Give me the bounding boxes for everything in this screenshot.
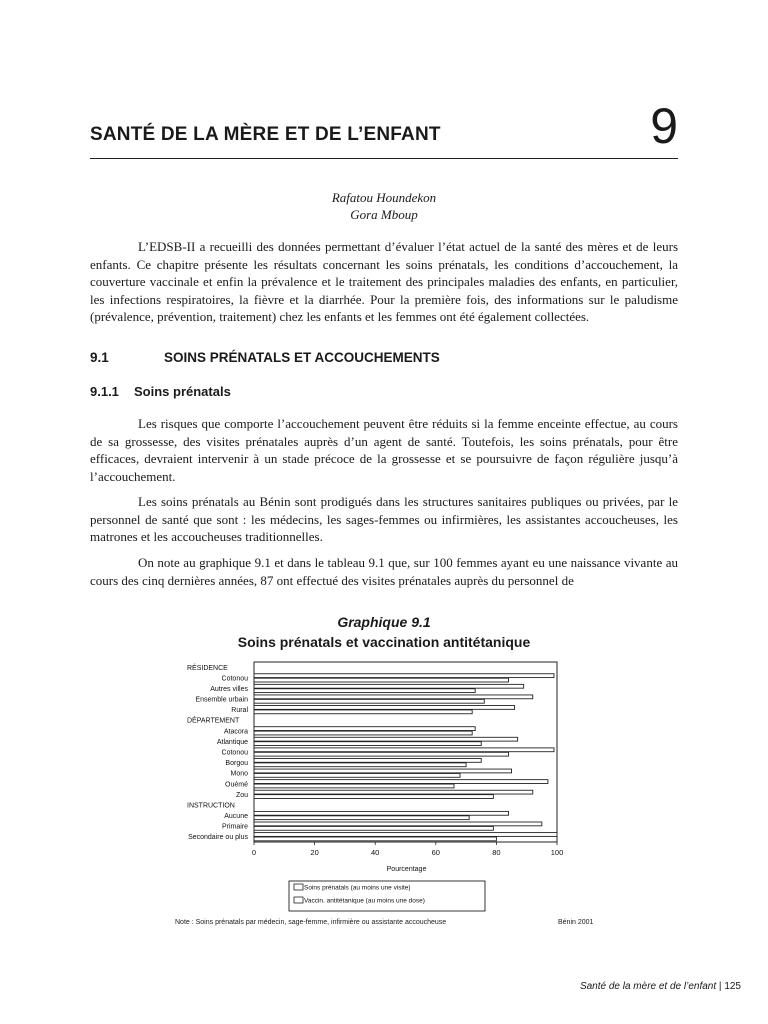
category-label: Ouémé: [225, 781, 248, 789]
bar-soins-prenatals: [254, 706, 515, 710]
bar-vaccin-antitetanique: [254, 795, 493, 799]
x-tick-label: 20: [310, 848, 319, 857]
category-label: Rural: [231, 707, 248, 715]
legend-swatch: [294, 897, 303, 903]
bar-soins-prenatals: [254, 674, 554, 678]
bar-soins-prenatals: [254, 811, 509, 815]
bar-soins-prenatals: [254, 769, 512, 773]
x-tick-label: 80: [492, 848, 501, 857]
category-label: Ensemble urbain: [195, 696, 248, 704]
section-number: 9.1: [90, 350, 109, 365]
bar-vaccin-antitetanique: [254, 837, 496, 841]
category-label: Cotonou: [221, 749, 248, 757]
author-1: Rafatou Houndekon: [331, 190, 437, 205]
intro-paragraph-text: L’EDSB-II a recueilli des données permettant d’évaluer l’état actuel de la santé des mères et de leurs enfants. Ce chapitre présente les résultats concernant les soins prénatals, les conditions d’accouchement, la couverture vaccinale et enfin la prévalence et le traitement des principales maladies des enfants, en particulier, les infections respiratoires, la fièvre et la diarrhée. Pour la première fois, des informations sur le paludisme (prévalence, prévention, traitement) chez les enfants et les femmes ont été également collectées.: [90, 239, 678, 324]
bar-vaccin-antitetanique: [254, 678, 509, 682]
category-group-label: DÉPARTEMENT: [187, 717, 240, 725]
category-label: Mono: [230, 770, 248, 778]
graph-title: Soins prénatals et vaccination antitétanique: [237, 634, 531, 650]
category-label: Secondaire ou plus: [188, 834, 248, 842]
bar-soins-prenatals: [254, 737, 518, 741]
bar-vaccin-antitetanique: [254, 752, 509, 756]
bar-soins-prenatals: [254, 684, 524, 688]
bar-soins-prenatals: [254, 833, 557, 837]
paragraph-2-text: Les soins prénatals au Bénin sont prodigués dans les structures sanitaires publiques ou privées, par le personnel de santé que sont : les médecins, les sages-femmes ou infirmières, les assistantes accoucheuses, les matrones et les accoucheuses traditionnelles.: [90, 494, 678, 544]
category-label: Autres villes: [210, 685, 248, 693]
chart-source: Bénin 2001: [558, 919, 594, 926]
x-axis-label: Pourcentage: [386, 866, 427, 873]
bar-vaccin-antitetanique: [254, 731, 472, 735]
legend-label: Vaccin. antitétanique (au moins une dose): [304, 897, 425, 905]
chapter-number: 9: [650, 98, 678, 154]
bar-vaccin-antitetanique: [254, 710, 472, 714]
bar-vaccin-antitetanique: [254, 742, 481, 746]
chapter-title: SANTÉ DE LA MÈRE ET DE L’ENFANT: [90, 124, 441, 145]
bar-soins-prenatals: [254, 822, 542, 826]
section-title: SOINS PRÉNATALS ET ACCOUCHEMENTS: [164, 350, 440, 365]
bar-soins-prenatals: [254, 748, 554, 752]
category-label: Cotonou: [221, 675, 248, 683]
bar-vaccin-antitetanique: [254, 689, 475, 693]
footer-separator: |: [718, 981, 722, 992]
legend-swatch: [294, 884, 303, 890]
bar-vaccin-antitetanique: [254, 784, 454, 788]
bar-vaccin-antitetanique: [254, 763, 466, 767]
bar-vaccin-antitetanique: [254, 773, 460, 777]
author-2: Gora Mboup: [350, 207, 418, 222]
subsection-number: 9.1.1: [90, 384, 119, 399]
bar-vaccin-antitetanique: [254, 699, 484, 703]
graph-kicker: Graphique 9.1: [337, 614, 431, 630]
category-label: Aucune: [224, 813, 248, 821]
bar-vaccin-antitetanique: [254, 826, 493, 830]
bar-soins-prenatals: [254, 727, 475, 731]
x-tick-label: 40: [371, 848, 380, 857]
category-group-label: INSTRUCTION: [187, 802, 235, 810]
bar-vaccin-antitetanique: [254, 816, 469, 820]
category-label: Atacora: [223, 728, 248, 736]
subsection-title: Soins prénatals: [134, 384, 231, 399]
category-label: Zou: [235, 791, 248, 799]
paragraph-1-text: Les risques que comporte l’accouchement peuvent être réduits si la femme enceinte effectue, au cours de sa grossesse, des visites prénatales auprès d’un agent de santé. Toutefois, les soins prénatals, pour être efficaces, devraient intervenir à un stade précoce de la grossesse et se poursuivre de façon régulière jusqu’à l’accouchement.: [90, 416, 678, 484]
bar-soins-prenatals: [254, 780, 548, 784]
footer-title: Santé de la mère et de l’enfant: [579, 981, 717, 992]
legend-label: Soins prénatals (au moins une visite): [304, 884, 411, 892]
bar-soins-prenatals: [254, 790, 533, 794]
paragraph-3-text: On note au graphique 9.1 et dans le tableau 9.1 que, sur 100 femmes ayant eu une naissance vivante au cours des cinq dernières années, 87 ont effectué des visites prénatales auprès du personnel de: [90, 555, 678, 588]
category-label: Primaire: [221, 823, 248, 831]
x-tick-label: 60: [431, 848, 440, 857]
category-group-label: RÉSIDENCE: [187, 664, 228, 672]
page-footer: [580, 981, 741, 992]
page-number: 125: [724, 981, 741, 992]
x-tick-label: 0: [251, 848, 257, 857]
category-label: Borgou: [225, 760, 248, 768]
category-label: Atlantique: [216, 738, 248, 746]
x-tick-label: 100: [550, 848, 564, 857]
bar-soins-prenatals: [254, 758, 481, 762]
bar-soins-prenatals: [254, 695, 533, 699]
chart-note: Note : Soins prénatals par médecin, sage-femme, infirmière ou assistante accoucheuse: [175, 919, 447, 926]
